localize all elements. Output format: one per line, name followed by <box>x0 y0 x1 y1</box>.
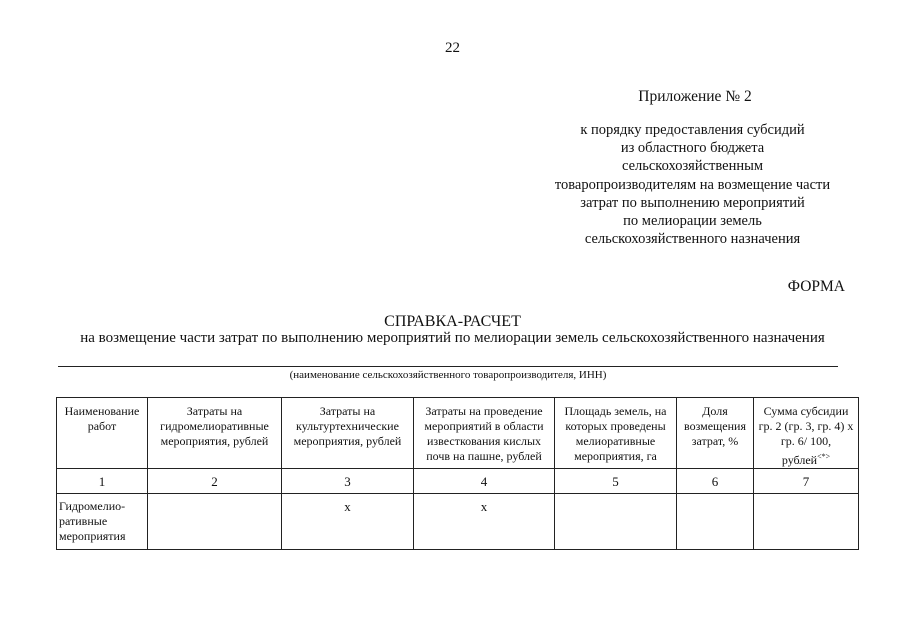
calculation-table <box>56 397 859 550</box>
row-label: Гидромелио-ративные мероприятия <box>57 494 148 550</box>
table-cell-not-applicable: х <box>414 494 555 550</box>
table-cell <box>555 494 677 550</box>
header-cell-work-name: Наименование работ <box>57 398 148 469</box>
column-number: 4 <box>414 469 555 494</box>
appendix-line: из областного бюджета <box>620 140 765 157</box>
table-cell <box>148 494 282 550</box>
header-row <box>57 398 859 469</box>
header-cell-culture-costs: Затраты на культуртехнические мероприятия, рублей <box>282 398 414 469</box>
table-cell-not-applicable: х <box>282 494 414 550</box>
appendix-line: затрат по выполнению мероприятий <box>580 194 805 211</box>
appendix-line: товаропроизводителям на возмещение части <box>554 176 831 193</box>
table-cell <box>677 494 754 550</box>
footnote-mark: <*> <box>817 452 831 461</box>
column-number: 2 <box>148 469 282 494</box>
table-row <box>57 494 859 550</box>
column-number-row <box>57 469 859 494</box>
appendix-line: сельскохозяйственного назначения <box>584 231 801 248</box>
page-number: 22 <box>445 40 460 56</box>
table-cell <box>754 494 859 550</box>
header-cell-hydro-costs: Затраты на гидромелиоративные мероприятия, рублей <box>148 398 282 469</box>
appendix-line: к порядку предоставления субсидий <box>580 122 805 138</box>
document-subtitle: на возмещение части затрат по выполнению мероприятий по мелиорации земель сельскохозяйственного назначения <box>80 330 825 346</box>
subsidy-header-text: Сумма субсидии гр. 2 (гр. 3, гр. 4) x гр. 6/ 100, рублей <box>758 404 854 467</box>
column-number: 5 <box>555 469 677 494</box>
appendix-title: Приложение № 2 <box>638 88 752 105</box>
header-cell-area: Площадь земель, на которых проведены мелиоративные мероприятия, га <box>555 398 677 469</box>
producer-name-line <box>58 366 838 367</box>
column-number: 3 <box>282 469 414 494</box>
header-cell-share: Доля возмещения затрат, % <box>677 398 754 469</box>
header-cell-subsidy <box>754 398 859 469</box>
appendix-line: сельскохозяйственным <box>621 158 764 175</box>
form-label: ФОРМА <box>787 278 845 295</box>
document-title: СПРАВКА-РАСЧЕТ <box>384 313 521 330</box>
producer-name-caption: (наименование сельскохозяйственного товаропроизводителя, ИНН) <box>289 369 607 381</box>
column-number: 7 <box>754 469 859 494</box>
appendix-description <box>520 121 865 248</box>
column-number: 6 <box>677 469 754 494</box>
appendix-line: по мелиорации земель <box>623 213 762 230</box>
header-cell-liming-costs: Затраты на проведение мероприятий в области известкования кислых почв на пашне, рублей <box>414 398 555 469</box>
column-number: 1 <box>57 469 148 494</box>
